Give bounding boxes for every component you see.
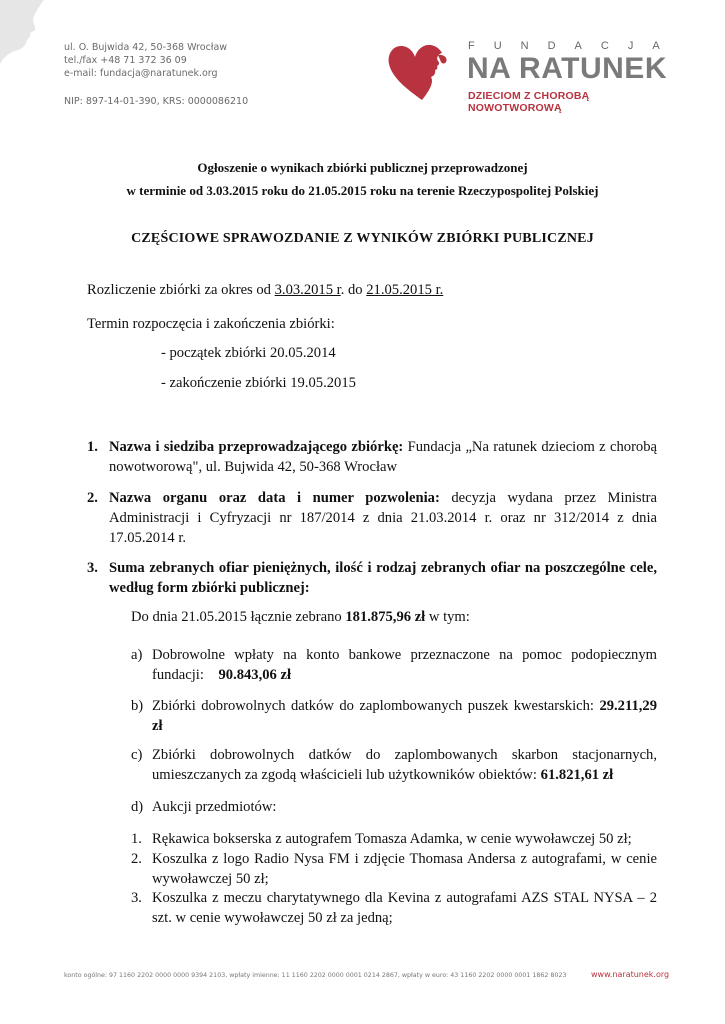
section-3-heading-line1: Suma zebranych ofiar pieniężnych, ilość i rodzaj zebranych ofiar na poszczególne cele, (109, 560, 657, 576)
item-c-label: c) (131, 747, 143, 763)
logo-tagline: DZIECIOM Z CHOROBĄ NOWOTWOROWĄ (468, 90, 590, 114)
item-b-line1: Zbiórki dobrowolnych datków do zaplombowanych puszek kwestarskich: (152, 698, 594, 714)
section-3-heading-line2: według form zbiórki publicznej: (109, 580, 310, 596)
auction-item-3 (152, 888, 657, 928)
auction-item-1: Rękawica bokserska z autografem Tomasza Adamka, w cenie wywoławczej 50 zł; (152, 831, 632, 847)
heart-face-logo-icon (386, 42, 456, 104)
term-start: - początek zbiórki 20.05.2014 (161, 345, 336, 361)
auction-item-2 (152, 849, 657, 889)
settlement-to: 21.05.2015 r. (366, 282, 444, 298)
section-3-number: 3. (87, 560, 98, 576)
section-1 (109, 437, 657, 477)
settlement-period (87, 280, 443, 300)
item-c-line1: Zbiórki dobrowolnych datków do zaplombowanych skarbon stacjonarnych, (152, 747, 657, 763)
face-silhouette-decoration (0, 0, 48, 70)
section-1-text2: nowotworową", ul. Bujwida 42, 50-368 Wrocław (109, 459, 398, 475)
footer-url[interactable]: www.naratunek.org (591, 970, 670, 979)
section-2-text2: Administracji i Cyfryzacji nr 187/2014 z dnia 21.03.2014 r. oraz nr 312/2014 z dnia (109, 510, 657, 526)
item-d-label: d) (131, 799, 144, 815)
foundation-logo (386, 40, 679, 114)
item-b-amount2: zł (152, 718, 163, 734)
header-contact (64, 41, 248, 108)
auction-item-1-number: 1. (131, 831, 142, 847)
settlement-from: 3.03.2015 r (274, 282, 341, 298)
logo-fundacja: FUNDACJA (468, 40, 679, 52)
total-amount: 181.875,96 zł (345, 609, 426, 625)
item-a-label: a) (131, 647, 143, 663)
section-2-number: 2. (87, 490, 98, 506)
section-1-heading: Nazwa i siedziba przeprowadzającego zbiórkę: (109, 439, 404, 455)
item-a-line1: Dobrowolne wpłaty na konto bankowe przeznaczone na pomoc podopiecznym (152, 647, 657, 663)
auction-item-3-number: 3. (131, 890, 142, 906)
total-collected (131, 607, 470, 627)
section-3-heading (109, 558, 657, 598)
logo-name: NA RATUNEK (467, 52, 667, 85)
item-b-amount1: 29.211,29 (599, 698, 658, 714)
footer-accounts: konto ogólne: 97 1160 2202 0000 0000 9394 2103, wpłaty imienne: 11 1160 2202 0000 0001 0214 2867, wpłaty w euro: 43 1160 2202 0000 0001 1862 8023 (64, 972, 567, 979)
item-a-line2: fundacji: (152, 667, 204, 683)
total-prefix: Do dnia 21.05.2015 łącznie zebrano (131, 609, 346, 625)
item-d-line1: Aukcji przedmiotów: (152, 799, 277, 815)
item-b (152, 696, 657, 736)
section-1-text1: Fundacja „Na ratunek dzieciom z chorobą (403, 439, 657, 455)
header-phone: tel./fax +48 71 372 36 09 (64, 55, 187, 66)
item-c-amount: 61.821,61 zł (540, 767, 614, 783)
term-end: - zakończenie zbiórki 19.05.2015 (161, 375, 356, 391)
section-1-number: 1. (87, 439, 98, 455)
section-2 (109, 488, 657, 548)
auction-item-3-line2: szt. w cenie wywoławczej 50 zł za jedną; (152, 910, 393, 926)
doc-title-line2: w terminie od 3.03.2015 roku do 21.05.2015 roku na terenie Rzeczypospolitej Polskiej (126, 183, 599, 198)
auction-item-3-line1: Koszulka z meczu charytatywnego dla Kevina z autografami AZS STAL NYSA – 2 (152, 890, 657, 906)
auction-item-2-number: 2. (131, 851, 142, 867)
doc-title-line1: Ogłoszenie o wynikach zbiórki publicznej przeprowadzonej (197, 160, 528, 175)
header-email: e-mail: fundacja@naratunek.org (64, 68, 218, 79)
settlement-prefix: Rozliczenie zbiórki za okres od (87, 282, 275, 298)
total-suffix: w tym: (425, 609, 470, 625)
settlement-mid: . do (340, 282, 367, 298)
auction-item-2-line1: Koszulka z logo Radio Nysa FM i zdjęcie Thomasa Andersa z autografami, w cenie (152, 851, 657, 867)
item-c-line2: umieszczanych za zgodą właścicieli lub użytkowników obiektów: (152, 767, 537, 783)
item-a-amount: 90.843,06 zł (218, 667, 292, 683)
item-a (152, 645, 657, 685)
section-2-text3: 17.05.2014 r. (109, 530, 187, 546)
header-address: ul. O. Bujwida 42, 50-368 Wrocław (64, 42, 228, 53)
header-nip: NIP: 897-14-01-390, KRS: 0000086210 (64, 96, 249, 107)
auction-item-2-line2: wywoławczej 50 zł; (152, 871, 269, 887)
item-b-label: b) (131, 698, 144, 714)
section-2-text1: decyzja wydana przez Ministra (439, 490, 657, 506)
section-2-heading: Nazwa organu oraz data i numer pozwolenia: (109, 490, 440, 506)
term-label: Termin rozpoczęcia i zakończenia zbiórki: (87, 316, 335, 332)
doc-subtitle: CZĘŚCIOWE SPRAWOZDANIE Z WYNIKÓW ZBIÓRKI PUBLICZNEJ (131, 231, 594, 246)
item-c (152, 745, 657, 785)
